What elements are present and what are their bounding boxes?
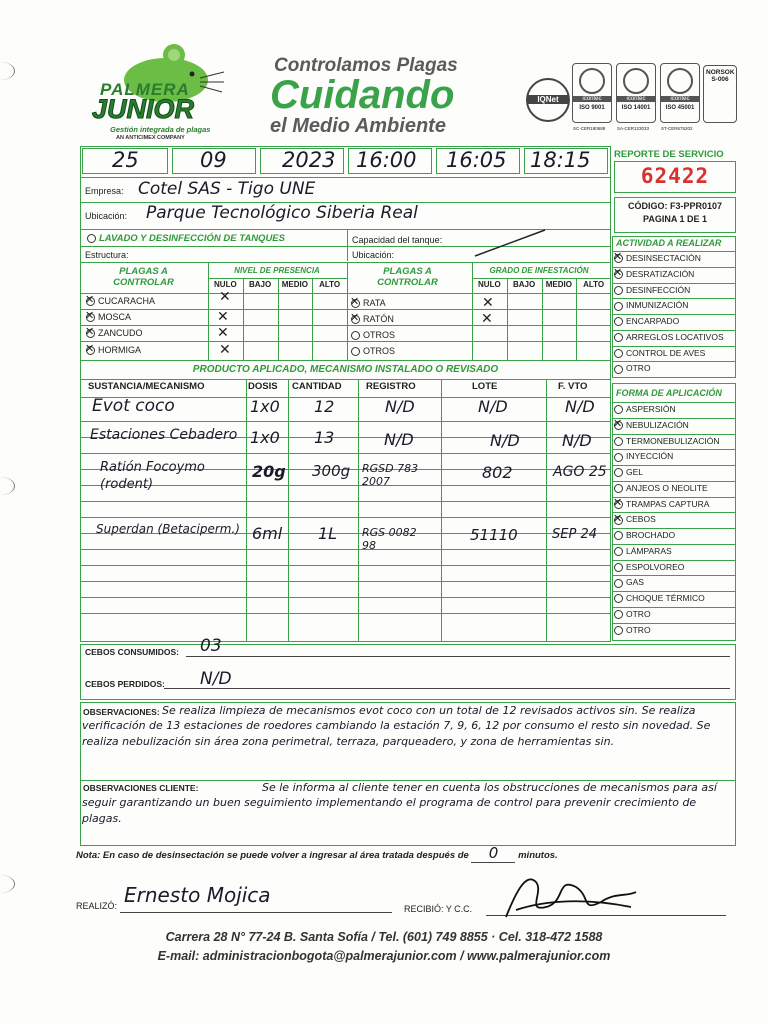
plagas-right-header: PLAGAS A CONTROLAR	[377, 266, 438, 288]
tanques-radio[interactable]	[87, 234, 96, 243]
divider	[80, 581, 611, 582]
radio-icon[interactable]	[614, 349, 623, 358]
divider	[80, 341, 611, 342]
row3-sustancia: Ratión Focoymo (rodent)	[100, 460, 205, 492]
col-sustancia: SUSTANCIA/MECANISMO	[88, 381, 205, 392]
underline	[120, 912, 392, 913]
cebos-consumidos-label: CEBOS CONSUMIDOS:	[85, 647, 179, 657]
ubicacion-value: Parque Tecnológico Siberia Real	[146, 203, 418, 223]
reporte-title: REPORTE DE SERVICIO	[614, 149, 724, 160]
radio-icon[interactable]	[614, 405, 623, 414]
nulo-mark: ✕	[217, 324, 229, 340]
divider	[507, 278, 508, 360]
cert-badge	[660, 63, 700, 123]
underline	[186, 656, 730, 657]
check-mark-icon[interactable]	[86, 346, 95, 355]
plaga-zancudo[interactable]: ✕ZANCUDO	[86, 326, 143, 341]
option-l-mparas[interactable]	[614, 544, 734, 559]
tank-strike-mark	[470, 226, 550, 260]
option-label: DESINSECTACIÓN	[626, 253, 701, 263]
check-mark-icon[interactable]	[351, 299, 360, 308]
plaga-mosca[interactable]: ✕MOSCA	[86, 310, 131, 325]
presencia-header: NIVEL DE PRESENCIA	[234, 266, 320, 275]
realizo-label: REALIZÓ:	[76, 901, 118, 911]
iqnet-label: IQNet	[528, 95, 568, 104]
row2-cantidad: 13	[314, 428, 335, 447]
nulo-mark: ✕	[482, 294, 494, 310]
radio-icon[interactable]	[614, 333, 623, 342]
cert-badge	[616, 63, 656, 123]
option-termonebulizaci-n[interactable]	[614, 434, 734, 449]
report-number: 62422	[640, 164, 710, 188]
nulo-mark: ✕	[217, 308, 229, 324]
divider	[80, 325, 611, 326]
check-mark-icon[interactable]	[614, 270, 623, 279]
option-espolvoreo[interactable]	[614, 560, 734, 575]
option-anjeos-o-neolite[interactable]	[614, 481, 734, 496]
row4-lote: 51110	[470, 526, 518, 544]
slogan-line3: el Medio Ambiente	[270, 115, 446, 137]
radio-icon[interactable]	[614, 286, 623, 295]
cebos-consumidos-value: 03	[200, 636, 222, 656]
recibio-signature	[496, 862, 646, 926]
row3-cantidad: 300g	[312, 462, 351, 480]
radio-icon[interactable]	[614, 484, 623, 493]
realizo-signature: Ernesto Mojica	[124, 883, 271, 907]
check-mark-icon[interactable]	[86, 297, 95, 306]
plaga-hormiga[interactable]: ✕HORMIGA	[86, 343, 141, 358]
row2-sustancia: Estaciones Cebadero	[90, 427, 238, 443]
row4-cantidad: 1L	[318, 524, 338, 543]
divider	[208, 262, 209, 360]
iqnet-seal	[526, 78, 570, 122]
col-vto: F. VTO	[558, 381, 588, 392]
radio-icon[interactable]	[614, 453, 623, 462]
observaciones-text: Se realiza limpieza de mecanismos evot coco con un total de 12 revisados activos sin. Se realiza verificación de 13 estaciones de roedores cambiando la estación 7, 9, 6, 12 por consumo el resto sin novedad. Se realiza nebulización sin área zona perimetral, terraza, parqueadero, y zona de herramientas sin.	[82, 704, 711, 748]
actividad-title: ACTIVIDAD A REALIZAR	[616, 238, 722, 248]
option-label: TRAMPAS CAPTURA	[626, 498, 710, 509]
option-desratizaci-n[interactable]	[614, 267, 734, 282]
plaga-raton[interactable]: ✕RATÓN	[351, 312, 394, 327]
plaga-rata[interactable]: ✕RATA	[351, 296, 386, 311]
codigo-label: CÓDIGO: F3-PPR0107	[627, 201, 723, 211]
nota	[76, 844, 558, 863]
plaga-cucaracha[interactable]: ✕CUCARACHA	[86, 294, 155, 309]
option-inmunizaci-n[interactable]	[614, 298, 734, 313]
row1-dosis: 1x0	[250, 397, 280, 416]
divider	[80, 549, 611, 550]
check-mark-icon[interactable]	[614, 421, 623, 430]
option-choque-t-rmico[interactable]	[614, 591, 734, 606]
row1-registro: N/D	[385, 397, 415, 416]
slogan-line1: Controlamos Plagas	[274, 55, 458, 76]
option-encarpado[interactable]	[614, 314, 734, 329]
row3-vto: AGO 25	[553, 464, 607, 480]
divider	[80, 501, 611, 502]
cert-iso: ISO 14001	[621, 105, 651, 111]
level-bajo: BAJO	[513, 280, 536, 289]
divider	[546, 379, 547, 642]
cert-code: ST-CER675202	[661, 126, 693, 131]
divider	[80, 597, 611, 598]
row4-sustancia: Superdan (Betaciperm.)	[96, 522, 240, 536]
punch-hole	[0, 875, 15, 893]
empresa-label: Empresa:	[85, 186, 124, 196]
footer-contact: E-mail: administracionbogota@palmerajunior.com / www.palmerajunior.com	[157, 949, 611, 963]
option-label: OTRO	[626, 363, 651, 374]
radio-icon[interactable]	[614, 302, 623, 311]
cert-iso: ISO 45001	[665, 105, 695, 111]
row3-dosis: 20g	[252, 462, 286, 481]
option-label: BROCHADO	[626, 530, 676, 540]
option-inyecci-n[interactable]	[614, 449, 734, 464]
date-day: 25	[112, 148, 139, 172]
option-otro[interactable]	[614, 361, 734, 376]
cebos-perdidos-label: CEBOS PERDIDOS:	[85, 679, 165, 689]
row2-dosis: 1x0	[250, 428, 280, 447]
level-medio: MEDIO	[281, 280, 308, 289]
cert-badge	[572, 63, 612, 123]
brand-sub: AN ANTICIMEX COMPANY	[116, 135, 185, 141]
cert-code: SC-CER180689	[573, 126, 606, 131]
radio-icon[interactable]	[614, 547, 623, 556]
option-desinsectaci-n[interactable]	[614, 251, 734, 266]
nota-minutes: 0	[471, 844, 515, 863]
col-registro: REGISTRO	[366, 381, 416, 392]
radio-icon[interactable]	[614, 626, 623, 635]
option-label: DESINFECCIÓN	[626, 284, 691, 295]
cert-name: icontec	[617, 96, 655, 102]
capacidad-label: Capacidad del tanque:	[352, 235, 443, 245]
divider	[278, 278, 279, 360]
row3-registro: RGSD 783 2007	[362, 462, 419, 488]
option-otro[interactable]	[614, 623, 734, 638]
cert-seal-icon	[667, 68, 693, 94]
option-label: GAS	[626, 577, 644, 588]
cebos-perdidos-value: N/D	[200, 669, 232, 689]
divider	[80, 309, 611, 310]
divider	[441, 379, 442, 642]
option-label: ESPOLVOREO	[626, 561, 685, 572]
radio-icon[interactable]	[614, 563, 623, 572]
slogan-line2: Cuidando	[270, 73, 455, 117]
nulo-mark: ✕	[219, 341, 231, 357]
option-label: LÁMPARAS	[626, 545, 672, 556]
recibio-label: RECIBIÓ: Y C.C.	[404, 904, 473, 914]
row1-vto: N/D	[565, 397, 595, 416]
producto-headers	[80, 381, 611, 395]
cert-iso: ISO 9001	[579, 105, 605, 111]
time-mid: 16:05	[446, 148, 507, 172]
divider	[80, 453, 611, 454]
divider	[80, 565, 611, 566]
divider	[576, 278, 577, 360]
option-label: OTRO	[626, 624, 651, 635]
option-trampas-captura[interactable]	[614, 497, 734, 512]
estructura-label: Estructura:	[85, 250, 129, 260]
option-label: ANJEOS O NEOLITE	[626, 482, 708, 493]
row2-lote: N/D	[490, 431, 520, 450]
observaciones-cliente-text: Se le informa al cliente tener en cuenta los obstrucciones de mecanismos para así seguir garantizando un buen seguimiento implementando el programa de control para prevenir crecimiento de plagas.	[82, 781, 717, 825]
option-cebos[interactable]	[614, 512, 734, 527]
divider	[246, 379, 247, 642]
plaga-otros[interactable]: OTROS	[351, 344, 395, 359]
col-cantidad: CANTIDAD	[292, 381, 342, 392]
forma-title: FORMA DE APLICACIÓN	[616, 388, 722, 398]
option-label: ENCARPADO	[626, 316, 680, 326]
cert-seal-icon	[579, 68, 605, 94]
row2-vto: N/D	[562, 431, 592, 450]
infestacion-header: GRADO DE INFESTACIÓN	[489, 266, 589, 275]
option-nebulizaci-n[interactable]	[614, 418, 734, 433]
radio-icon[interactable]	[614, 365, 623, 374]
punch-hole	[0, 62, 15, 80]
divider	[358, 379, 359, 642]
radio-icon[interactable]	[614, 594, 623, 603]
option-label: GEL	[626, 467, 644, 477]
level-nulo: NULO	[214, 280, 237, 289]
empresa-value: Cotel SAS - Tigo UNE	[138, 179, 316, 199]
observaciones-label: OBSERVACIONES:	[83, 707, 160, 717]
check-mark-icon[interactable]	[351, 315, 360, 324]
option-brochado[interactable]	[614, 528, 734, 543]
option-label: INYECCIÓN	[626, 451, 674, 462]
row1-sustancia: Evot coco	[92, 396, 175, 416]
observaciones-cliente-label: OBSERVACIONES CLIENTE:	[83, 783, 199, 793]
brand-name-line2: JUNIOR	[92, 94, 195, 124]
divider	[80, 379, 611, 380]
nulo-mark: ✕	[481, 310, 493, 326]
option-label: DESRATIZACIÓN	[626, 268, 695, 279]
option-label: NEBULIZACIÓN	[626, 419, 689, 430]
nulo-mark: ✕	[219, 288, 231, 304]
level-medio: MEDIO	[545, 280, 572, 289]
row4-dosis: 6ml	[252, 524, 283, 543]
option-desinfecci-n[interactable]	[614, 283, 734, 298]
divider	[80, 293, 611, 294]
option-label: CEBOS	[626, 514, 656, 525]
option-arreglos-locativos[interactable]	[614, 330, 734, 345]
row1-cantidad: 12	[314, 397, 335, 416]
footer-address: Carrera 28 N° 77-24 B. Santa Sofía / Tel. (601) 749 8855 · Cel. 318-472 1588	[165, 930, 603, 944]
check-mark-icon[interactable]	[86, 313, 95, 322]
divider	[347, 229, 348, 261]
check-mark-icon[interactable]	[86, 329, 95, 338]
divider	[472, 262, 473, 360]
divider	[312, 278, 313, 360]
option-label: CONTROL DE AVES	[626, 347, 706, 358]
option-aspersi-n[interactable]	[614, 402, 734, 417]
pagina-label: PAGINA 1 DE 1	[642, 214, 707, 224]
radio-icon[interactable]	[614, 531, 623, 540]
cert-name: icontec	[661, 96, 699, 102]
divider	[288, 379, 289, 642]
option-label: ARREGLOS LOCATIVOS	[626, 331, 724, 342]
level-bajo: BAJO	[249, 280, 272, 289]
underline	[164, 688, 730, 689]
level-alto: ALTO	[583, 280, 605, 289]
divider	[80, 262, 611, 263]
radio-icon[interactable]	[351, 347, 360, 356]
option-label: INMUNIZACIÓN	[626, 300, 689, 311]
radio-icon[interactable]	[614, 317, 623, 326]
divider	[80, 613, 611, 614]
row2-registro: N/D	[384, 430, 414, 449]
option-control-de-aves[interactable]	[614, 346, 734, 361]
nota-minutos: minutos.	[518, 850, 558, 861]
level-alto: ALTO	[319, 280, 341, 289]
divider	[80, 421, 611, 422]
divider	[347, 262, 348, 360]
row4-vto: SEP 24	[552, 527, 597, 542]
option-gel[interactable]	[614, 465, 734, 480]
producto-title: PRODUCTO APLICADO, MECANISMO INSTALADO O REVISADO	[192, 364, 499, 375]
divider	[542, 278, 543, 360]
time-end: 18:15	[530, 148, 591, 172]
check-mark-icon[interactable]	[614, 254, 623, 263]
check-mark-icon[interactable]	[614, 516, 623, 525]
cert-code: SA-CER123033	[617, 126, 650, 131]
option-gas[interactable]	[614, 575, 734, 590]
option-label: OTRO	[626, 608, 651, 619]
radio-icon[interactable]	[614, 610, 623, 619]
tanques-title: LAVADO Y DESINFECCIÓN DE TANQUES	[87, 233, 285, 244]
divider	[80, 517, 611, 518]
divider	[80, 177, 611, 178]
row1-lote: N/D	[478, 397, 508, 416]
col-dosis: DOSIS	[248, 381, 278, 392]
radio-icon[interactable]	[351, 331, 360, 340]
tanques-ubicacion-label: Ubicación:	[352, 250, 395, 260]
plagas-left-header: PLAGAS A CONTROLAR	[113, 266, 174, 288]
row4-registro: RGS 0082 98	[362, 526, 417, 552]
option-label: TERMONEBULIZACIÓN	[626, 435, 720, 446]
punch-hole	[0, 477, 15, 495]
cert-seal-icon	[623, 68, 649, 94]
brand-name-line1: PALMERA	[100, 80, 190, 99]
option-otro[interactable]	[614, 607, 734, 622]
radio-icon[interactable]	[614, 468, 623, 477]
col-lote: LOTE	[472, 381, 498, 392]
option-label: CHOQUE TÉRMICO	[626, 593, 705, 603]
nota-text: Nota: En caso de desinsectación se puede volver a ingresar al área tratada después de	[76, 850, 469, 861]
cert-name: icontec	[573, 96, 611, 102]
row3-lote: 802	[482, 463, 513, 482]
option-label: ASPERSIÓN	[626, 404, 676, 414]
radio-icon[interactable]	[614, 437, 623, 446]
radio-icon[interactable]	[614, 579, 623, 588]
brand-tagline: Gestión integrada de plagas	[110, 125, 211, 134]
divider	[243, 278, 244, 360]
date-month: 09	[200, 148, 227, 172]
level-nulo: NULO	[478, 280, 501, 289]
norsok-label: NORSOK S-006	[706, 69, 735, 83]
divider	[80, 360, 611, 361]
norsok-badge	[703, 65, 737, 123]
time-start: 16:00	[356, 148, 417, 172]
ubicacion-label: Ubicación:	[85, 211, 128, 221]
check-mark-icon[interactable]	[614, 500, 623, 509]
plaga-otros[interactable]: OTROS	[351, 328, 395, 343]
date-year: 2023	[282, 148, 336, 172]
company-logo	[88, 42, 228, 146]
